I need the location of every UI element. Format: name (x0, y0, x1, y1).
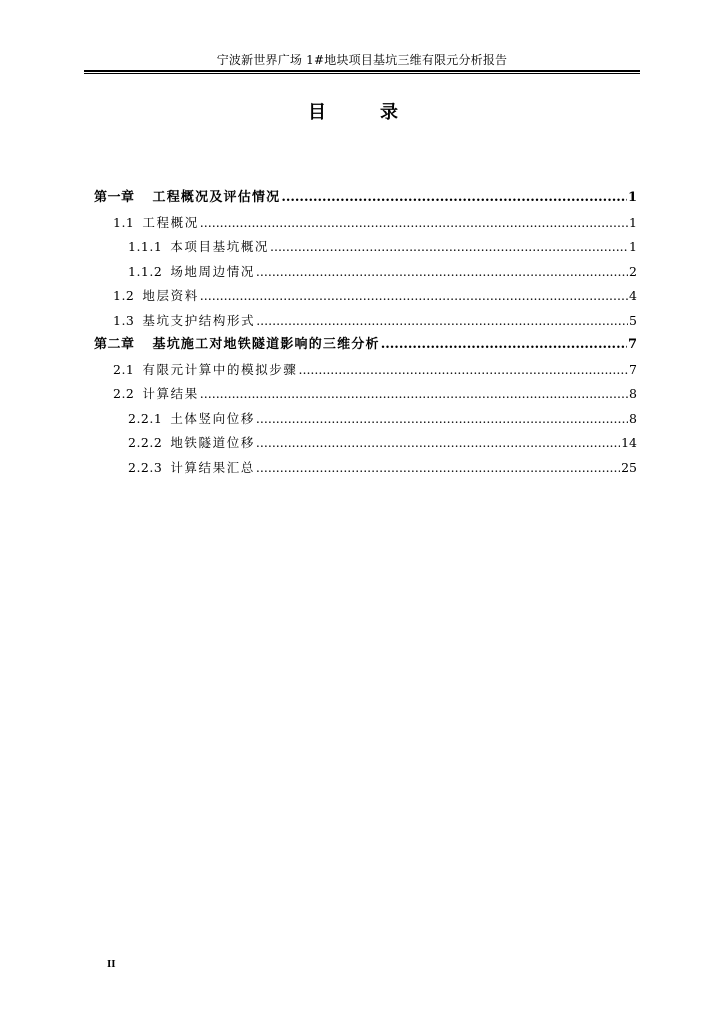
toc-entry-2-2-3[interactable] (94, 457, 637, 482)
toc-entry-page: 4 (629, 288, 637, 303)
dot-leader (256, 310, 628, 332)
toc-entry-page: 7 (629, 361, 637, 377)
toc-entry-title: 场地周边情况 (170, 263, 255, 279)
toc-entry-title: 地层资料 (142, 288, 199, 303)
toc-entry-number: 2.2 (113, 386, 135, 401)
toc-entry-number: 第二章 (94, 337, 135, 352)
table-of-contents (94, 187, 637, 481)
toc-entry-page: 8 (629, 386, 637, 401)
header-rule (84, 70, 640, 72)
dot-leader (281, 187, 627, 209)
toc-entry-number: 第一章 (94, 190, 135, 205)
toc-entry-2-2-1[interactable] (94, 408, 637, 433)
dot-leader (256, 408, 628, 430)
page-number: II (107, 958, 116, 970)
toc-entry-title: 有限元计算中的模拟步骤 (142, 361, 298, 377)
toc-entry-page: 1 (629, 239, 637, 254)
toc-entry-chapter-1[interactable] (94, 187, 637, 212)
toc-entry-page: 7 (627, 337, 637, 352)
toc-entry-chapter-2[interactable] (94, 334, 637, 359)
toc-entry-1-1-2[interactable] (94, 261, 637, 286)
toc-entry-number: 2.1 (113, 361, 135, 377)
toc-entry-page: 2 (629, 263, 637, 279)
running-header: 宁波新世界广场 1#地块项目基坑三维有限元分析报告 (216, 53, 508, 67)
toc-entry-page: 25 (621, 459, 637, 475)
dot-leader (256, 261, 628, 283)
toc-entry-2-1[interactable] (94, 359, 637, 384)
dot-leader (270, 236, 628, 258)
dot-leader (381, 334, 627, 356)
toc-entry-2-2[interactable] (94, 383, 637, 408)
toc-entry-page: 1 (627, 190, 637, 205)
toc-entry-title: 工程概况 (142, 214, 199, 230)
dot-leader (256, 432, 620, 454)
toc-entry-1-1-1[interactable] (94, 236, 637, 261)
toc-entry-title: 土体竖向位移 (170, 410, 255, 426)
toc-entry-number: 2.2.3 (128, 459, 163, 475)
toc-entry-title: 计算结果 (142, 386, 199, 401)
toc-entry-number: 2.2.1 (128, 410, 163, 426)
toc-entry-title: 基坑支护结构形式 (142, 312, 256, 328)
toc-entry-page: 8 (629, 410, 637, 426)
toc-entry-2-2-2[interactable] (94, 432, 637, 457)
toc-entry-number: 1.1 (113, 214, 135, 230)
toc-entry-title: 计算结果汇总 (170, 459, 255, 475)
toc-entry-number: 2.2.2 (128, 435, 163, 450)
dot-leader (299, 359, 629, 381)
toc-entry-page: 5 (629, 312, 637, 328)
dot-leader (256, 457, 620, 479)
dot-leader (200, 383, 628, 405)
toc-entry-page: 14 (621, 435, 637, 450)
toc-entry-title: 工程概况及评估情况 (152, 190, 281, 205)
toc-entry-title: 本项目基坑概况 (170, 239, 270, 254)
toc-entry-number: 1.2 (113, 288, 135, 303)
dot-leader (200, 212, 628, 234)
dot-leader (200, 285, 628, 307)
toc-entry-1-3[interactable] (94, 310, 637, 335)
toc-title: 目 录 (308, 102, 416, 123)
toc-entry-1-1[interactable] (94, 212, 637, 237)
toc-entry-1-2[interactable] (94, 285, 637, 310)
toc-entry-number: 1.1.1 (128, 239, 163, 254)
toc-entry-number: 1.1.2 (128, 263, 163, 279)
toc-entry-title: 地铁隧道位移 (170, 435, 255, 450)
toc-entry-title: 基坑施工对地铁隧道影响的三维分析 (152, 337, 380, 352)
toc-entry-number: 1.3 (113, 312, 135, 328)
header-rule-thin (84, 73, 640, 74)
toc-entry-page: 1 (629, 214, 637, 230)
